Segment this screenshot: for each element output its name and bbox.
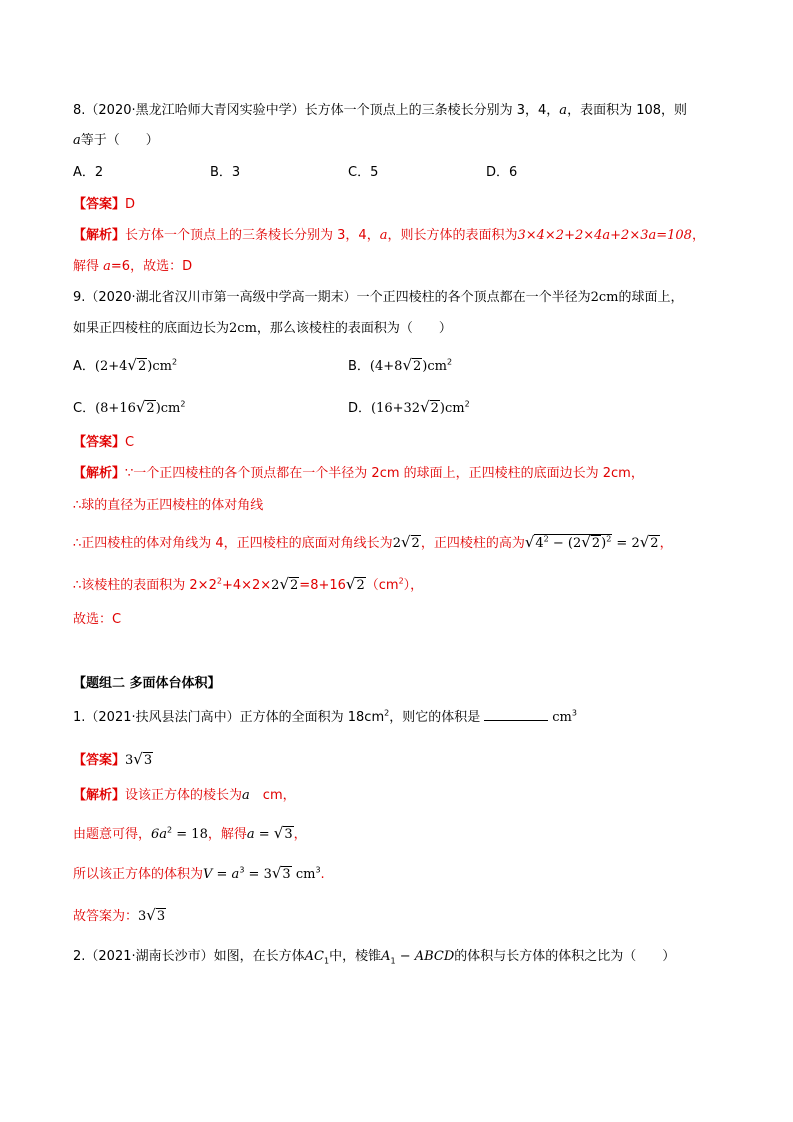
q9-option-d: D．$(16+32√2)cm^2$ [348,398,470,416]
q8-option-b: B．3 [210,165,241,180]
q8-analysis-line1: 【解析】长方体一个顶点上的三条棱长分别为 3，4，a，则长方体的表面积为3×4×2+2×4a+2×3a=108， [73,228,705,243]
q8-answer: 【答案】D [73,197,136,212]
q8-analysis-line2: 解得 a=6，故选：D [73,259,193,274]
answer-blank [484,707,548,721]
q9-analysis-line4: ∴该棱柱的表面积为 $2\times 2^2+4\times 2\times 2√2=8+16√2(cm^2)$， [73,575,424,593]
g2q1-analysis-line4: 故答案为：3√3 [73,906,166,924]
g2q1-stem: 1.（2021·扶风县法门高中）正方体的全面积为 $18cm^2$，则它的体积是 $cm^3$ [73,708,577,725]
q9-analysis-line3: ∴正四棱柱的体对角线为 4，正四棱柱的底面对角线长为2√2，正四棱柱的高为$√4^2 - (2√2)^2 = 2√2$， [73,533,673,551]
g2q1-analysis-line1: 【解析】设该正方体的棱长为a cm， [73,788,296,803]
q9-analysis-line5: 故选：C [73,612,122,627]
q9-option-b: B．$(4+8√2)cm^2$ [348,356,453,374]
q8-formula: 3×4×2+2×4a+2×3a=108 [517,228,692,243]
q9-option-a: A．$(2+4√2)cm^2$ [73,356,178,374]
g2q1-analysis-line3: 所以该正方体的体积为$V = a^3 = 3√3$ $cm^3$. [73,864,325,882]
q9-analysis-line2: ∴球的直径为正四棱柱的体对角线 [73,498,264,513]
g2q2-stem: 2.（2021·湖南长沙市）如图，在长方体$AC_1$中，棱锥$A_1$ − ABCD的体积与长方体的体积之比为（ ） [73,949,676,966]
g2q1-answer: 【答案】3√3 [73,750,153,768]
q9-stem-line1: 9.（2020·湖北省汉川市第一高级中学高一期末）一个正四棱柱的各个顶点都在一个半径为2cm的球面上， [73,290,684,305]
q9-option-c: C．$(8+16√2)cm^2$ [73,398,186,416]
q8-stem-line2: a等于（ ） [73,133,159,148]
q9-analysis-line1: 【解析】∵一个正四棱柱的各个顶点都在一个半径为 2cm 的球面上，正四棱柱的底面边长为 2cm， [73,466,644,481]
q9-answer: 【答案】C [73,435,135,450]
q8-stem-line1: 8.（2020·黑龙江哈师大青冈实验中学）长方体一个顶点上的三条棱长分别为 3，4，a，表面积为 108，则 [73,103,688,118]
q8-option-d: D．6 [486,165,518,180]
q8-option-c: C．5 [348,165,379,180]
section-heading: 【题组二 多面体台体积】 [73,676,221,691]
q8-option-a: A．2 [73,165,104,180]
g2q1-analysis-line2: 由题意可得，$6a^2 = 18$，解得a = √3， [73,824,307,842]
q9-stem-line2: 如果正四棱柱的底面边长为2cm，那么该棱柱的表面积为（ ） [73,321,452,336]
